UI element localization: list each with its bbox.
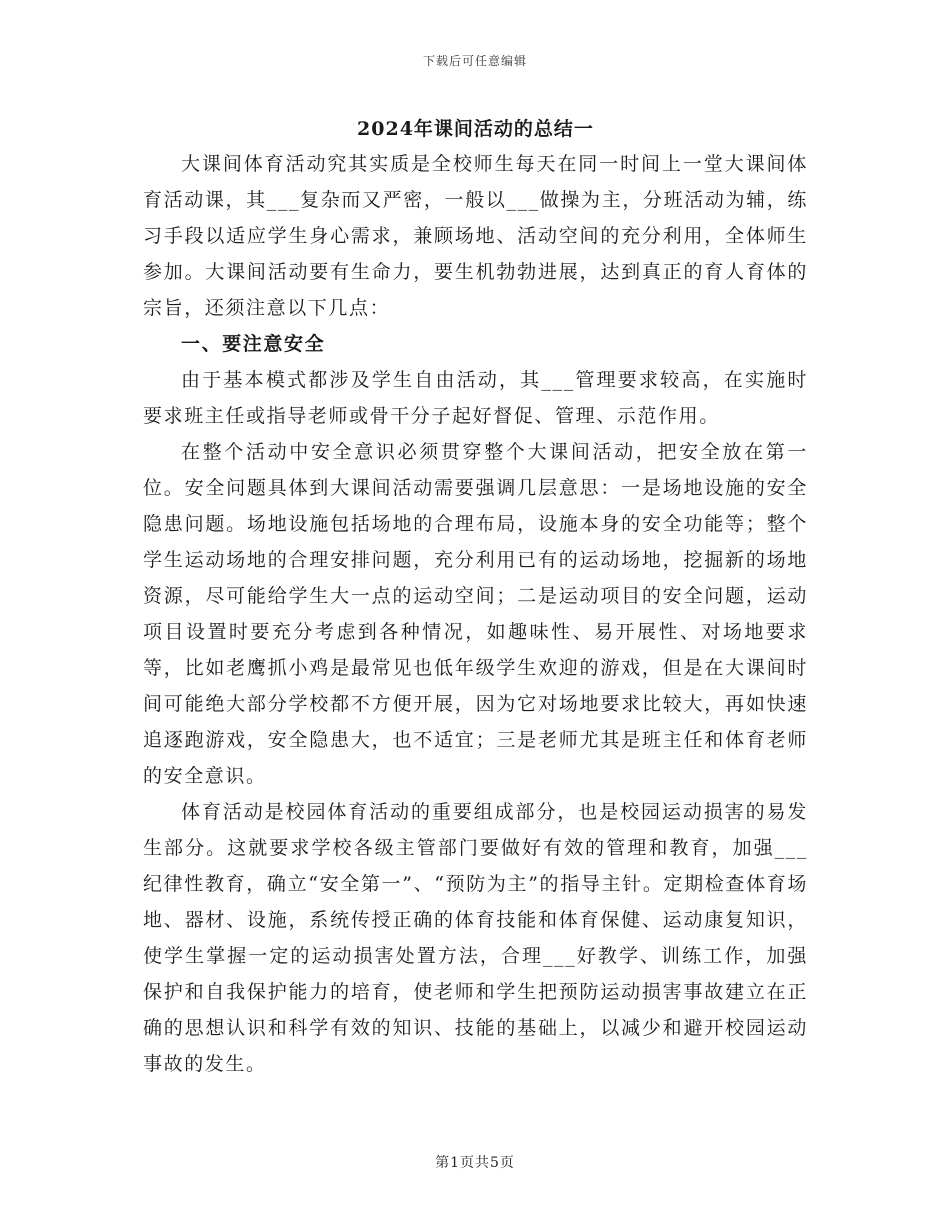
- section-heading-safety: 一、要注意安全: [181, 333, 326, 355]
- paragraph-management: 由于基本模式都涉及学生自由活动，其___管理要求较高，在实施时要求班主任或指导老师或骨干分子起好督促、管理、示范作用。: [143, 369, 808, 427]
- document-body: [143, 112, 808, 1082]
- page-number-footer: 第1页共5页: [435, 1155, 515, 1171]
- document-title: 2024年课间活动的总结一: [357, 118, 594, 140]
- paragraph-injury-prevention: 体育活动是校园体育活动的重要组成部分，也是校园运动损害的易发生部分。这就要求学校各级主管部门要做好有效的管理和教育，加强___纪律性教育，确立“安全第一”、“预防为主”的指导主针。定期检查体育场地、器材、设施，系统传授正确的体育技能和体育保健、运动康复知识，使学生掌握一定的运动损害处置方法，合理___好教学、训练工作，加强保护和自我保护能力的培育，使老师和学生把预防运动损害事故建立在正确的思想认识和科学有效的知识、技能的基础上，以减少和避开校园运动事故的发生。: [143, 801, 808, 1075]
- header-note: 下载后可任意编辑: [422, 54, 527, 68]
- paragraph-safety-awareness: 在整个活动中安全意识必须贯穿整个大课间活动，把安全放在第一位。安全问题具体到大课间活动需要强调几层意思：一是场地设施的安全隐患问题。场地设施包括场地的合理布局，设施本身的安全功能等；整个学生运动场地的合理安排问题，充分利用已有的运动场地，挖掘新的场地资源，尽可能给学生大一点的运动空间；二是运动项目的安全问题，运动项目设置时要充分考虑到各种情况，如趣味性、易开展性、对场地要求等，比如老鹰抓小鸡是最常见也低年级学生欢迎的游戏，但是在大课间时间可能绝大部分学校都不方便开展，因为它对场地要求比较大，再如快速追逐跑游戏，安全隐患大，也不适宜；三是老师尤其是班主任和体育老师的安全意识。: [143, 441, 808, 787]
- paragraph-intro: 大课间体育活动究其实质是全校师生每天在同一时间上一堂大课间体育活动课，其___复杂而又严密，一般以___做操为主，分班活动为辅，练习手段以适应学生身心需求，兼顾场地、活动空间的充分利用，全体师生参加。大课间活动要有生命力，要生机勃勃进展，达到真正的育人育体的宗旨，还须注意以下几点：: [143, 153, 808, 319]
